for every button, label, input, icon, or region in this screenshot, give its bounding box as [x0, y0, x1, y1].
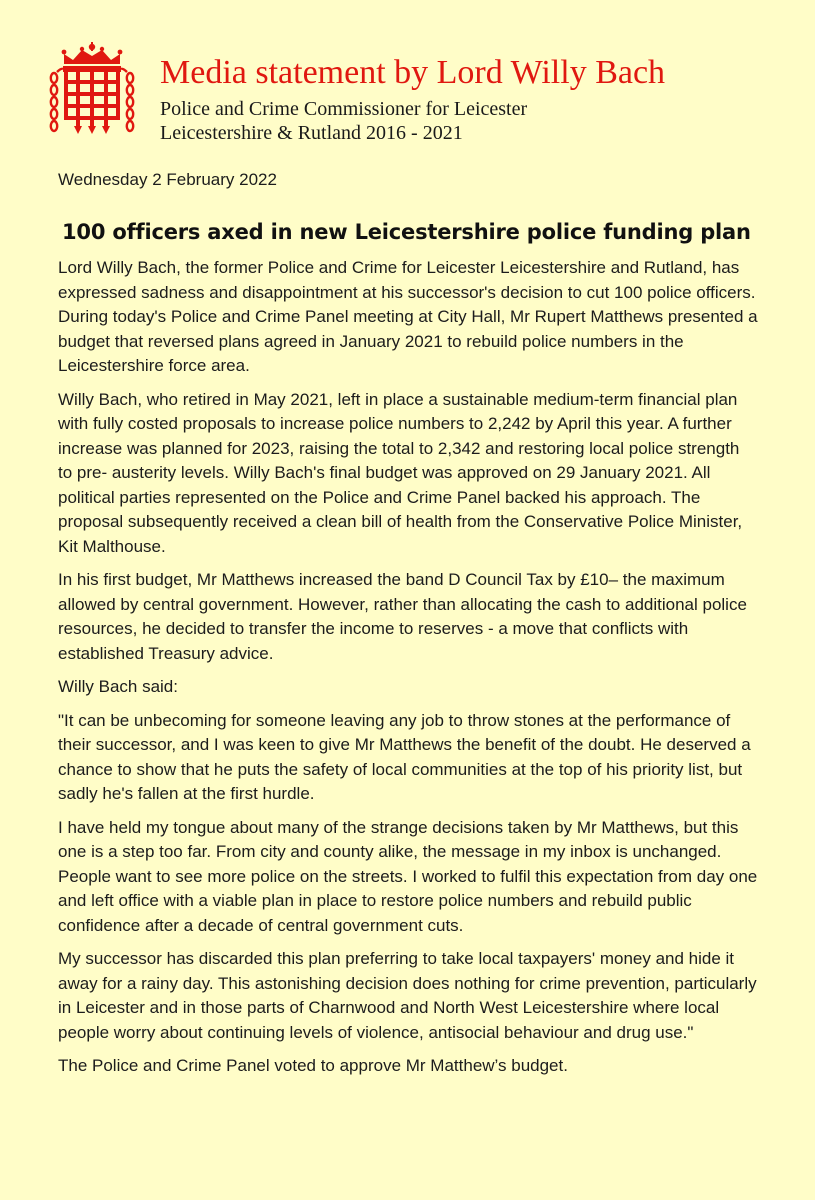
paragraph: Lord Willy Bach, the former Police and Crime for Leicester Leicestershire and Rutland, has expressed sadness and disappointment at his successor's decision to cut 100 police officers. During today's Police and Crime Panel meeting at City Hall, Mr Rupert Matthews presented a budget that reversed plans agreed in January 2021 to rebuild police numbers in the Leicestershire force area. [58, 258, 758, 375]
headline: 100 officers axed in new Leicestershire police funding plan [62, 220, 751, 244]
subtitle-line-1: Police and Crime Commissioner for Leicester [160, 98, 528, 120]
article [58, 168, 758, 1088]
paragraph: The Police and Crime Panel voted to approve Mr Matthew’s budget. [58, 1056, 568, 1075]
paragraph: Willy Bach, who retired in May 2021, left in place a sustainable medium-term financial plan with fully costed proposals to increase police numbers to 2,242 by April this year. A further increase was planned for 2023, raising the total to 2,342 and restoring local police strength to pre- austerity levels. Willy Bach's final budget was approved on 29 January 2021. All political parties represented on the Police and Crime Panel backed his approach. The proposal subsequently received a clean bill of health from the Conservative Police Minister, Kit Malthouse. [58, 389, 743, 556]
commissioner-subtitle [160, 97, 527, 145]
paragraph: Willy Bach said: [58, 677, 178, 696]
letterhead [40, 40, 780, 150]
statement-title: Media statement by Lord Willy Bach [160, 54, 666, 91]
subtitle-line-2: Leicestershire & Rutland 2016 - 2021 [160, 122, 463, 144]
paragraph: My successor has discarded this plan preferring to take local taxpayers' money and hide it away for a rainy day. This astonishing decision does nothing for crime prevention, particularly in Leicester and in those parts of Charnwood and North West Leicestershire where local people worry about continuing levels of violence, antisocial behaviour and drug use." [58, 949, 757, 1042]
statement-date: Wednesday 2 February 2022 [58, 170, 277, 189]
portcullis-icon [42, 42, 142, 142]
article-body [58, 256, 758, 1079]
paragraph: In his first budget, Mr Matthews increased the band D Council Tax by £10– the maximum allowed by central government. However, rather than allocating the cash to additional police resources, he decided to transfer the income to reserves - a move that conflicts with established Treasury advice. [58, 570, 747, 663]
paragraph: "It can be unbecoming for someone leaving any job to throw stones at the performance of their successor, and I was keen to give Mr Matthews the benefit of the doubt. He deserved a chance to show that he puts the safety of local communities at the top of his priority list, but sadly he's fallen at the first hurdle. [58, 710, 751, 803]
paragraph: I have held my tongue about many of the strange decisions taken by Mr Matthews, but this one is a step too far. From city and county alike, the message in my inbox is unchanged. People want to see more police on the streets. I worked to fulfil this expectation from day one and left office with a viable plan in place to restore police numbers and rebuild public confidence after a decade of central government cuts. [58, 817, 758, 935]
